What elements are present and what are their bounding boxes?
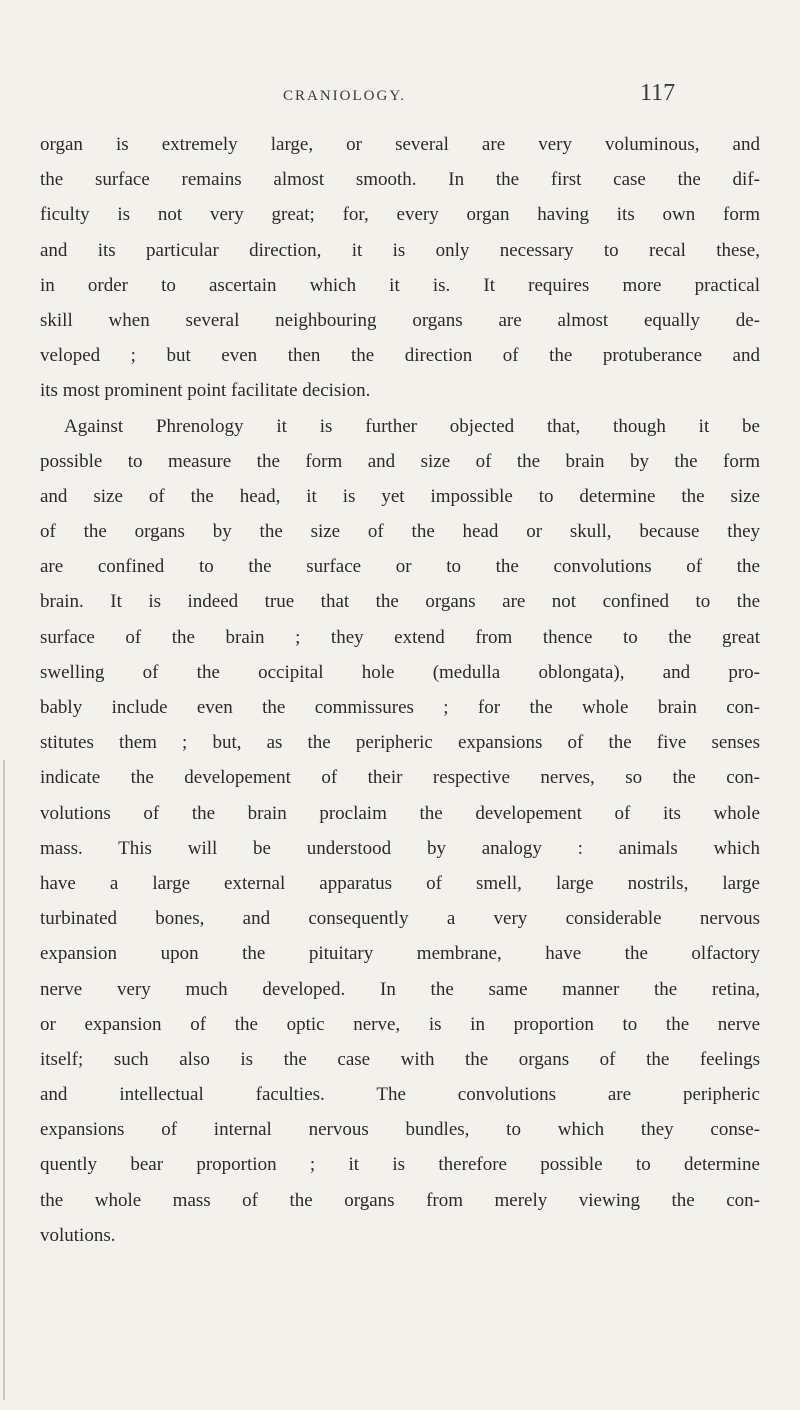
text-line: brain. It is indeed true that the organs are not confined to the	[40, 591, 760, 613]
text-line: and intellectual faculties. The convolutions are peripheric	[40, 1084, 760, 1106]
text-line: itself; such also is the case with the organs of the feelings	[40, 1048, 760, 1070]
text-line: are confined to the surface or to the convolutions of the	[40, 556, 760, 578]
text-line: have a large external apparatus of smell, large nostrils, large	[40, 872, 760, 894]
text-line: indicate the developement of their respective nerves, so the con-	[40, 767, 760, 789]
text-line: turbinated bones, and consequently a very considerable nervous	[40, 908, 760, 930]
text-line: expansions of internal nervous bundles, to which they conse-	[40, 1119, 760, 1141]
page-number: 117	[640, 80, 676, 106]
text-line: its most prominent point facilitate decision.	[40, 380, 371, 402]
text-line: the whole mass of the organs from merely viewing the con-	[40, 1189, 760, 1211]
text-line: and size of the head, it is yet impossible to determine the size	[40, 485, 760, 507]
text-line: or expansion of the optic nerve, is in proportion to the nerve	[40, 1013, 760, 1035]
text-line: organ is extremely large, or several are very voluminous, and	[40, 134, 760, 155]
text-line: stitutes them ; but, as the peripheric expansions of the five senses	[40, 732, 760, 754]
text-line: Against Phrenology it is further objected that, though it be	[64, 415, 760, 437]
text-line: skill when several neighbouring organs are almost equally de-	[40, 309, 760, 331]
text-line: expansion upon the pituitary membrane, have the olfactory	[40, 943, 760, 965]
body-text	[40, 127, 760, 1253]
text-line: and its particular direction, it is only necessary to recal these,	[40, 239, 760, 261]
text-line: volutions of the brain proclaim the developement of its whole	[40, 802, 760, 824]
text-line: swelling of the occipital hole (medulla oblongata), and pro-	[40, 661, 760, 683]
text-line: of the organs by the size of the head or skull, because they	[40, 521, 760, 543]
text-line: the surface remains almost smooth. In the first case the dif-	[40, 169, 760, 191]
text-line: volutions.	[40, 1224, 116, 1246]
text-line: bably include even the commissures ; for the whole brain con-	[40, 697, 760, 718]
page-header	[0, 80, 800, 120]
text-line: mass. This will be understood by analogy : animals which	[40, 837, 760, 859]
running-head: CRANIOLOGY.	[283, 88, 406, 104]
text-line: ficulty is not very great; for, every organ having its own form	[40, 204, 760, 226]
page-edge-shadow	[3, 760, 5, 1400]
text-line: veloped ; but even then the direction of the protuberance and	[40, 345, 760, 367]
text-line: possible to measure the form and size of the brain by the form	[40, 450, 760, 472]
text-line: quently bear proportion ; it is therefore possible to determine	[40, 1154, 760, 1176]
text-line: nerve very much developed. In the same manner the retina,	[40, 978, 760, 1000]
text-line: in order to ascertain which it is. It requires more practical	[40, 274, 760, 296]
text-line: surface of the brain ; they extend from thence to the great	[40, 626, 760, 648]
